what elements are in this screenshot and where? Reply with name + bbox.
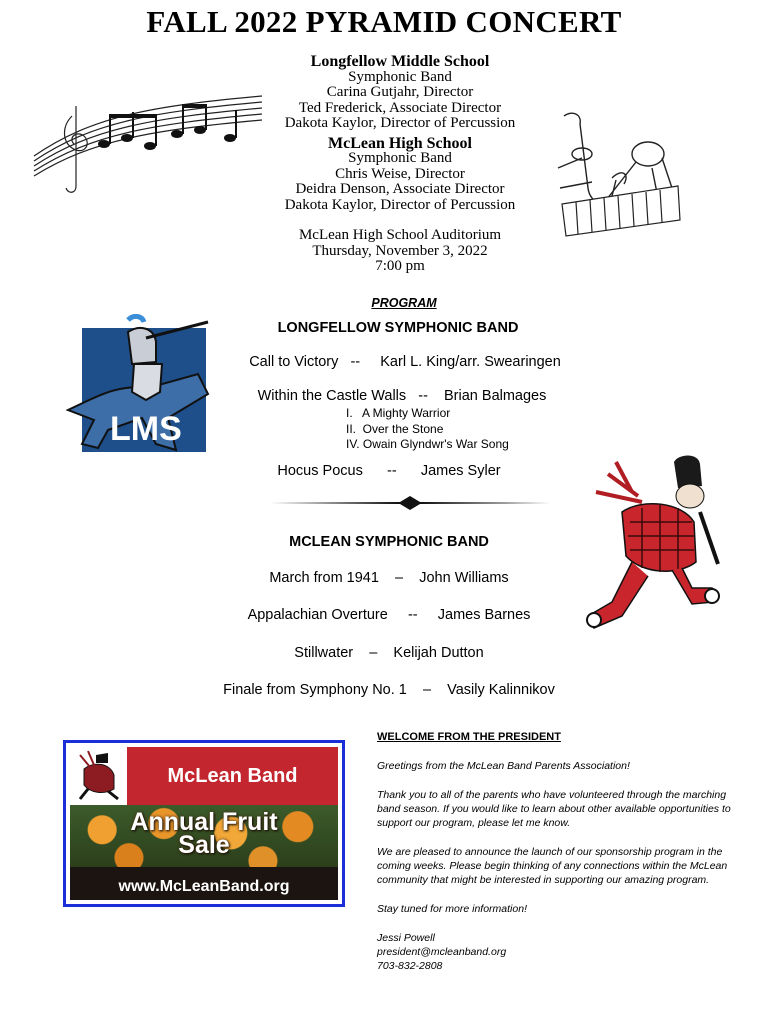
movement-item: IV. Owain Glyndwr's War Song [346,437,509,451]
event-time: 7:00 pm [375,258,425,274]
director: Carina Gutjahr, Director [326,84,474,100]
piece-item: Within the Castle Walls -- Brian Balmages [257,388,547,404]
signature-name: Jessi Powell [377,932,435,944]
greeting: Greetings from the McLean Band Parents Association! [377,760,630,772]
associate-director: Ted Frederick, Associate Director [298,99,502,116]
lms-logo-text: LMS [110,410,182,448]
signature-email[interactable]: president@mcleanband.org [377,946,507,958]
president-message [377,730,747,973]
fruit-image [70,805,338,867]
movements-list [346,406,509,453]
band2-heading: MCLEAN SYMPHONIC BAND [289,534,489,550]
instruments-icon [552,108,682,242]
bagpiper-small-icon [74,749,124,803]
banner-line2: Sale [178,831,230,859]
president-heading: WELCOME FROM THE PRESIDENT [377,731,561,743]
piece-item: March from 1941 – John Williams [269,570,509,586]
piece-item: Finale from Symphony No. 1 – Vasily Kalinnikov [223,682,555,698]
band1-heading: LONGFELLOW SYMPHONIC BAND [277,320,519,336]
credits-block [230,54,570,275]
piece-item: Hocus Pocus -- James Syler [277,463,501,479]
band-name: Symphonic Band [348,150,452,166]
piece-item: Call to Victory -- Karl L. King/arr. Swearingen [249,354,561,370]
page-title: FALL 2022 PYRAMID CONCERT [146,4,622,39]
fruit-sale-banner[interactable] [63,740,345,907]
program-label: PROGRAM [371,296,437,310]
paragraph: Thank you to all of the parents who have volunteered through the marching band season. If you would like to learn about other available opportunities to support our program, please let me know. [377,789,731,829]
banner-line1: Annual Fruit [130,808,278,836]
percussion-director: Dakota Kaylor, Director of Percussion [284,115,516,131]
movement-item: I. A Mighty Warrior [346,406,451,420]
percussion-director: Dakota Kaylor, Director of Percussion [284,196,516,213]
banner-url[interactable]: www.McLeanBand.org [118,878,290,895]
associate-director: Deidra Denson, Associate Director [295,181,505,197]
director: Chris Weise, Director [335,165,465,182]
movement-item: II. Over the Stone [346,421,444,436]
piece-item: Appalachian Overture -- James Barnes [247,607,531,623]
signature-phone: 703-832-2808 [377,960,443,972]
paragraph: We are pleased to announce the launch of our sponsorship program in the coming weeks. Please begin thinking of any connections within the McLean community that might be interested in supporting our amazing program. [377,846,728,886]
school-name: Longfellow Middle School [310,53,490,70]
venue: McLean High School Auditorium [298,227,502,243]
event-date: Thursday, November 3, 2022 [312,242,488,259]
band-name: Symphonic Band [348,68,452,85]
banner-brand: McLean Band [127,747,338,805]
piece-item: Stillwater – Kelijah Dutton [294,645,484,661]
paragraph: Stay tuned for more information! [377,903,527,915]
section-divider [270,496,550,510]
school-name: McLean High School [327,134,472,152]
